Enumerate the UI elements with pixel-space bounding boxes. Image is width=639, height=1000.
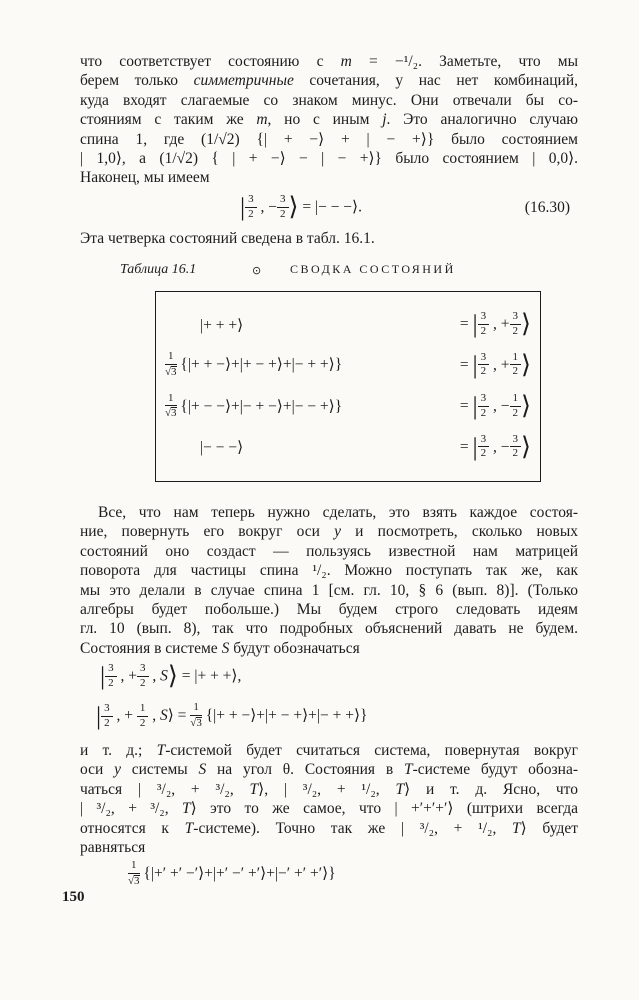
text-run: ⟩ и т. д. Ясно, что (404, 780, 578, 798)
numerator: 1 (510, 393, 522, 407)
text-run: что соответствует состоянию с (80, 53, 341, 70)
equation-s-state-1 (80, 659, 578, 695)
table-reference-line: Эта четверка состояний сведена в табл. 16.1. (80, 230, 375, 247)
fraction (510, 393, 522, 419)
table-caption-label: Таблица 16.1 (120, 262, 197, 277)
state-label (459, 431, 531, 461)
text-run: сочетания, у нас нет комбинаций, (293, 72, 578, 90)
denominator: 2 (104, 716, 110, 729)
math-text: , (148, 667, 161, 685)
numerator: 3 (478, 311, 490, 325)
math-text: {|+ − −⟩+|− + −⟩+|− − +⟩} (176, 397, 343, 415)
states-summary-table (155, 291, 541, 482)
text-line (80, 149, 578, 168)
text-line (80, 581, 578, 600)
text-line (80, 522, 578, 541)
denominator: 2 (248, 207, 254, 220)
fraction (245, 194, 257, 220)
text-run: гл. 10 (вып. 8), так что подробных объяснений давать не будем. (80, 620, 578, 638)
text-line (80, 561, 578, 580)
equation-t-state-math (128, 861, 336, 888)
math-text: , + (489, 315, 510, 333)
state-expression (165, 391, 343, 421)
math-text: , − (489, 397, 510, 415)
state-expression (165, 352, 342, 379)
angle-bracket: ⟩ (521, 391, 531, 421)
text-line (80, 799, 578, 818)
text-line (80, 619, 578, 638)
numerator: 3 (510, 434, 522, 448)
text-line (80, 600, 578, 619)
numerator: 3 (478, 393, 490, 407)
italic-text: T (395, 780, 405, 798)
state-label (459, 309, 531, 339)
text-line (80, 760, 578, 779)
numerator: 3 (105, 663, 117, 677)
equation-s-state-1-math (100, 661, 242, 690)
fraction (137, 663, 149, 689)
math-text: ⟩ = (167, 707, 191, 725)
numerator: 3 (277, 194, 289, 208)
italic-text: m (340, 53, 352, 70)
angle-bracket: ⟩ (167, 661, 178, 690)
fraction (478, 352, 490, 378)
text-line (80, 741, 578, 760)
radical-sign: √ (165, 407, 172, 420)
denominator (128, 874, 140, 888)
numerator: 1 (190, 702, 202, 716)
sqrt-fraction (128, 860, 140, 887)
text-line (80, 52, 578, 71)
equation-16-30-math (240, 192, 362, 221)
table-caption (80, 262, 578, 282)
italic-text: y (114, 761, 121, 779)
text-run: будут обозначаться (229, 639, 360, 657)
ket-bar: | (472, 349, 478, 379)
numerator: 3 (137, 663, 149, 677)
math-variable: S (160, 707, 168, 725)
numerator: 3 (478, 434, 490, 448)
italic-text: T (184, 819, 194, 837)
numerator: 1 (165, 351, 177, 365)
table-caption-title: СВОДКА СОСТОЯНИЙ (290, 262, 456, 276)
text-run: чаться | ³/₂, + ³/₂, (80, 780, 250, 798)
numerator: 3 (510, 311, 522, 325)
sqrt-fraction (165, 351, 177, 378)
denominator (190, 716, 202, 730)
text-line (80, 780, 578, 799)
text-run: равняться (80, 839, 146, 857)
text-run: | ³/₂, + ³/₂, (80, 800, 183, 818)
radical-sign: √ (128, 875, 135, 887)
italic-text: симметричные (193, 72, 294, 90)
text-run: ние, повернуть его вокруг оси (80, 523, 335, 541)
text-run: относятся к (80, 819, 185, 837)
italic-text: S (221, 639, 230, 657)
text-run: поворота для частицы спина ¹/₂. Можно поступать так же, как (80, 562, 578, 580)
equation-s-state-2-math (96, 703, 367, 730)
radicand: 3 (134, 875, 140, 887)
text-run: Состояния в системе (80, 639, 222, 657)
italic-text: m (256, 111, 268, 129)
text-run: стояниям с таким же (80, 111, 257, 129)
math-text: = |+ + +⟩, (177, 667, 242, 685)
text-line (80, 110, 578, 129)
math-text: = |− − −⟩. (298, 198, 362, 216)
radicand: 3 (171, 407, 177, 420)
math-text: = (459, 315, 473, 333)
text-line (80, 542, 578, 561)
angle-bracket: ⟩ (521, 309, 531, 339)
angle-bracket: ⟩ (288, 192, 299, 221)
fraction (137, 703, 149, 729)
state-label (459, 349, 531, 379)
equation-s-state-2 (80, 695, 578, 739)
numerator: 3 (101, 703, 113, 717)
text-run: -системой будет считаться система, повернутая вокруг (165, 742, 578, 759)
text-line (80, 91, 578, 110)
table-row (165, 309, 531, 339)
text-run: алгебры будет побольше.) Мы будем строго следовать идеям (80, 601, 578, 619)
denominator: 2 (512, 406, 519, 419)
text-line (80, 130, 578, 149)
italic-text: T (249, 780, 259, 798)
radicand: 3 (171, 365, 177, 378)
table-row (165, 349, 531, 379)
math-text: {|+ + −⟩+|+ − +⟩+|− + +⟩} (176, 356, 343, 374)
denominator: 2 (108, 676, 114, 689)
math-text: , − (256, 198, 277, 216)
fraction (277, 194, 289, 220)
italic-text: T (156, 742, 166, 759)
paragraph-1 (80, 52, 578, 188)
ket-bar: | (472, 309, 478, 339)
numerator: 3 (478, 352, 490, 366)
denominator: 2 (140, 676, 146, 689)
equation-16-30 (80, 189, 578, 227)
fraction (510, 434, 522, 460)
denominator: 2 (512, 447, 519, 460)
table-row (165, 391, 531, 421)
math-text: = (459, 397, 473, 415)
sqrt-fraction (190, 702, 202, 729)
text-run: и т. д.; (80, 742, 157, 759)
text-run: берем только (80, 72, 194, 90)
denominator: 2 (480, 324, 487, 337)
denominator (165, 365, 177, 379)
italic-text: j (382, 111, 387, 129)
numerator: 1 (510, 352, 522, 366)
radical-sign: √ (165, 365, 172, 378)
math-text: {|+ + −⟩+|+ − +⟩+|− + +⟩} (201, 707, 368, 725)
denominator: 2 (480, 406, 487, 419)
math-text: = (459, 438, 473, 456)
fraction (478, 434, 490, 460)
text-line (80, 639, 578, 658)
math-text: , − (489, 438, 510, 456)
state-label (459, 391, 531, 421)
angle-bracket: ⟩ (521, 431, 531, 461)
text-run: на угол θ. Состояния в (206, 761, 404, 779)
denominator: 2 (512, 365, 519, 378)
math-text: = (459, 356, 473, 374)
text-run: ⟩, | ³/₂, + ¹/₂, (258, 780, 396, 798)
fraction (105, 663, 117, 689)
math-text: , + (116, 667, 137, 685)
fraction (510, 352, 522, 378)
italic-text: T (403, 761, 413, 779)
text-run: , но с иным (267, 111, 383, 129)
numerator: 1 (165, 393, 177, 407)
italic-text: S (198, 761, 207, 779)
math-text: , + (112, 707, 137, 725)
equation-t-state (80, 853, 578, 897)
denominator: 2 (480, 447, 487, 460)
italic-text: y (334, 523, 341, 541)
denominator (165, 406, 177, 420)
text-run: Наконец, мы имеем (80, 169, 210, 187)
fraction (478, 311, 490, 337)
fraction (510, 311, 522, 337)
text-run: -системе будут обозна- (412, 761, 579, 779)
ket-bar: | (472, 391, 478, 421)
text-line (80, 819, 578, 838)
sqrt-fraction (165, 393, 177, 420)
table-row (165, 431, 531, 461)
state-expression (200, 316, 243, 335)
stamp-mark-icon: ⊙ (252, 264, 262, 277)
denominator: 2 (512, 324, 519, 337)
text-run: ⟩ это то же самое, что | +′+′+′⟩ (штрихи всегда (190, 800, 578, 818)
math-text: , (148, 707, 160, 725)
ket-bar: | (472, 431, 478, 461)
numerator: 3 (245, 194, 257, 208)
text-run: спина 1, где (1/√2) {| + −⟩ + | − +⟩} было состоянием (80, 130, 578, 148)
fraction (478, 393, 490, 419)
denominator: 2 (480, 365, 487, 378)
text-line (80, 168, 578, 187)
text-run: = −¹/₂. Заметьте, что мы (351, 53, 578, 70)
math-variable: S (160, 667, 168, 685)
equation-number: (16.30) (524, 199, 570, 216)
text-run: куда входят слагаемые со знаком минус. Они отвечали бы со- (80, 91, 578, 109)
math-text: , + (489, 356, 510, 374)
math-text: |− − −⟩ (200, 439, 244, 457)
text-run: ⟩ будет (520, 819, 579, 837)
denominator: 2 (139, 716, 146, 729)
text-line (80, 503, 578, 522)
text-run: | 1,0⟩, а (1/√2) { | + −⟩ − | − +⟩} было состоянием | 0,0⟩. (80, 150, 578, 168)
numerator: 1 (128, 860, 140, 874)
text-line (80, 71, 578, 90)
paragraph-3 (80, 741, 578, 857)
radicand: 3 (196, 717, 202, 729)
radical-sign: √ (190, 717, 197, 729)
italic-text: T (512, 819, 521, 837)
denominator: 2 (280, 207, 286, 220)
numerator: 1 (137, 703, 149, 717)
state-expression (200, 438, 243, 457)
ket-bar: | (100, 661, 106, 690)
page-number: 150 (62, 889, 85, 905)
text-run: системы (120, 761, 199, 779)
italic-text: T (182, 800, 191, 818)
text-run: -системе). Точно так же | ³/₂, + ¹/₂, (193, 819, 513, 837)
text-run: Все, что нам теперь нужно сделать, это взять каждое состоя- (98, 504, 578, 521)
text-run: мы это делали в случае спина 1 [см. гл. 10, § 6 (вып. 8)]. (Только (80, 581, 578, 599)
math-text: |+ + +⟩ (200, 316, 244, 334)
text-run: . Это аналогично случаю (386, 111, 578, 129)
text-run: состояний оно создаст — пользуясь известной нам матрицей (80, 542, 578, 560)
paragraph-2 (80, 503, 578, 658)
text-run: оси (80, 761, 115, 779)
fraction (101, 703, 113, 729)
angle-bracket: ⟩ (521, 349, 531, 379)
ket-bar: | (96, 701, 102, 730)
math-text: {|+′ +′ −′⟩+|+′ −′ +′⟩+|−′ +′ +′⟩} (139, 865, 336, 883)
ket-bar: | (240, 192, 246, 221)
text-run: и посмотреть, сколько новых (341, 523, 578, 541)
